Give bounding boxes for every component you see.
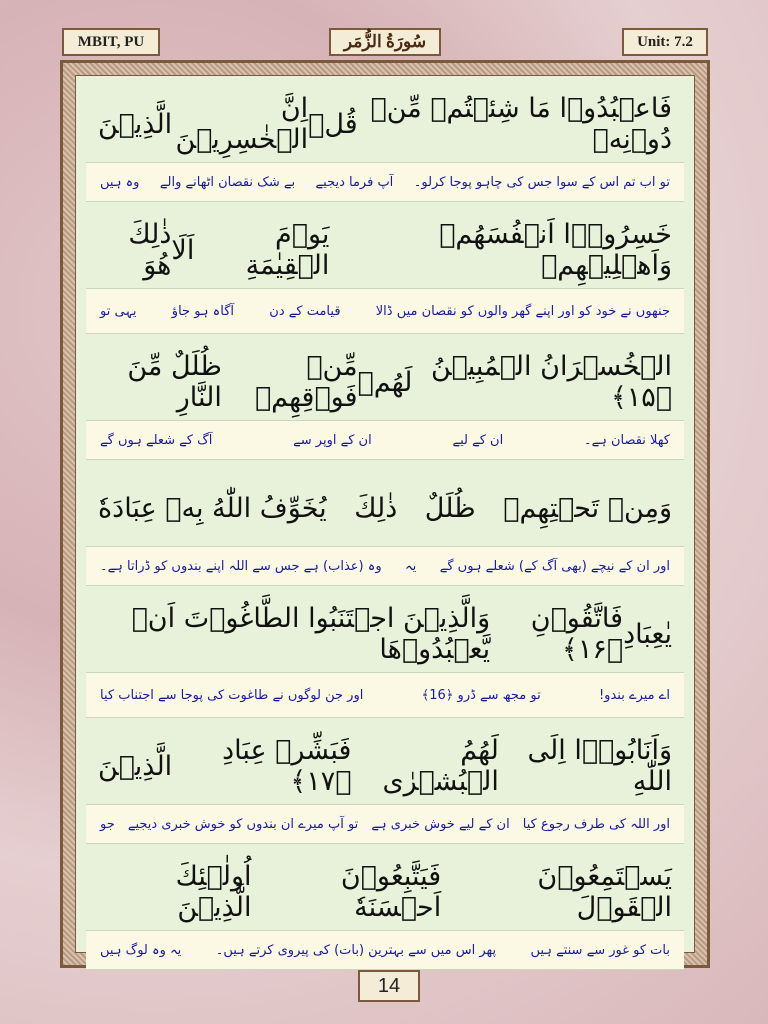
urdu-phrase: اور ان کے نیچے (بھی آگ کے) شعلے ہوں گے (439, 558, 670, 574)
urdu-translation-2 (86, 288, 684, 334)
urdu-phrase: یہ (405, 558, 417, 574)
urdu-phrase: اے میرے بندو! (598, 687, 670, 703)
arabic-phrase: ذٰلِكَ هُوَ (128, 219, 172, 281)
urdu-phrase: تو اب تم اس کے سوا جس کی چاہو پوجا کرلو۔ (413, 174, 670, 190)
arabic-phrase: فَاتَّقُوۡنِ ﴿۱۶﴾ (530, 603, 624, 665)
arabic-phrase: فَاعۡبُدُوۡا مَا شِئۡتُمۡ مِّنۡ دُوۡنِهٖ (370, 93, 672, 155)
urdu-phrase: تو مجھ سے ڈرو ﴿16﴾ (421, 687, 541, 703)
arabic-phrase: يُخَوِّفُ اللّٰهُ بِهٖ عِبَادَهٗ (98, 492, 327, 524)
arabic-line-2 (86, 219, 684, 281)
arabic-line-4 (86, 480, 684, 536)
urdu-phrase: ان کے لیے (452, 432, 504, 448)
arabic-phrase: مِّنۡ فَوۡقِهِمۡ (254, 351, 358, 413)
arabic-line-6 (86, 735, 684, 797)
arabic-phrase: فَبَشِّرۡ عِبَادِ ﴿۱۷﴾ (222, 735, 352, 797)
urdu-translation-3 (86, 420, 684, 460)
urdu-phrase: اور جن لوگوں نے طاغوت کی پوجا سے اجتناب کیا (100, 687, 364, 703)
arabic-phrase: لَهُمۡ (357, 366, 413, 398)
content-area (75, 75, 695, 958)
arabic-phrase: الَّذِيۡنَ (98, 750, 173, 782)
arabic-phrase: قُلۡ (308, 108, 358, 140)
arabic-phrase: وَمِنۡ تَحۡتِهِمۡ (503, 492, 672, 524)
urdu-translation-1 (86, 162, 684, 202)
urdu-phrase: کھلا نقصان ہے۔ (583, 432, 670, 448)
arabic-line-5 (86, 603, 684, 665)
urdu-phrase: جنھوں نے خود کو اور اپنے گھر والوں کو نقصان میں ڈالا (375, 303, 670, 319)
arabic-phrase: يَوۡمَ الۡقِيٰمَةِ (245, 219, 330, 281)
urdu-translation-7 (86, 930, 684, 970)
urdu-phrase: جو (100, 816, 115, 832)
urdu-phrase: ان کے لیے خوش خبری ہے (371, 816, 510, 832)
arabic-phrase: وَالَّذِيۡنَ اجۡتَنَبُوا الطَّاغُوۡتَ اَنۡ يَّعۡبُدُوۡهَا (131, 603, 491, 665)
arabic-phrase: ظُلَلٌ (424, 492, 476, 524)
surah-title: سُورَةُ الزُّمَر (329, 28, 441, 56)
urdu-phrase: ان کے اوپر سے (293, 432, 372, 448)
page-frame (60, 60, 710, 968)
urdu-phrase: بے شک نقصان اٹھانے والے (159, 174, 296, 190)
urdu-translation-4 (86, 546, 684, 586)
urdu-phrase: آگ کے شعلے ہوں گے (100, 432, 213, 448)
arabic-phrase: اَلَا (171, 234, 195, 266)
urdu-phrase: پھر اس میں سے بہترین (بات) کی پیروی کرتے ہیں۔ (215, 942, 497, 958)
urdu-translation-6 (86, 804, 684, 844)
urdu-phrase: آپ فرما دیجیے (315, 174, 394, 190)
urdu-phrase: بات کو غور سے سنتے ہیں (530, 942, 670, 958)
arabic-line-3 (86, 351, 684, 413)
urdu-phrase: آگاہ ہو جاؤ (171, 303, 235, 319)
urdu-translation-5 (86, 672, 684, 718)
arabic-phrase: لَهُمُ الۡبُشۡرٰى (382, 735, 499, 797)
urdu-phrase: تو آپ میرے ان بندوں کو خوش خبری دیجیے (127, 816, 359, 832)
header-unit-label: Unit: 7.2 (622, 28, 708, 56)
page-number: 14 (358, 970, 420, 1002)
arabic-phrase: اُولٰۤئِكَ الَّذِيۡنَ (175, 861, 252, 923)
urdu-phrase: یہ وہ لوگ ہیں (100, 942, 182, 958)
urdu-phrase: یہی تو (100, 303, 137, 319)
arabic-line-1 (86, 93, 684, 155)
arabic-phrase: خَسِرُوۡۤا اَنۡفُسَهُمۡ وَاَهۡلِيۡهِمۡ (439, 219, 672, 281)
arabic-line-7 (86, 861, 684, 923)
arabic-phrase: ظُلَلٌ مِّنَ النَّارِ (127, 351, 222, 413)
arabic-phrase: الۡخُسۡرَانُ الۡمُبِيۡنُ ﴿۱۵﴾ (430, 351, 672, 413)
arabic-phrase: يَسۡتَمِعُوۡنَ الۡقَوۡلَ (537, 861, 672, 923)
arabic-phrase: الَّذِيۡنَ (98, 108, 173, 140)
urdu-phrase: وہ (عذاب) ہے جس سے اللہ اپنے بندوں کو ڈراتا ہے۔ (100, 558, 382, 574)
header-left-label: MBIT, PU (62, 28, 160, 56)
urdu-phrase: اور اللہ کی طرف رجوع کیا (522, 816, 670, 832)
urdu-phrase: وہ ہیں (100, 174, 140, 190)
arabic-phrase: فَيَتَّبِعُوۡنَ اَحۡسَنَهٗ (340, 861, 442, 923)
arabic-phrase: وَاَنَابُوۡۤا اِلَى اللّٰهِ (527, 735, 672, 797)
arabic-phrase: ذٰلِكَ (354, 492, 398, 524)
urdu-phrase: قیامت کے دن (269, 303, 341, 319)
arabic-phrase: اِنَّ الۡخٰسِرِيۡنَ (175, 93, 309, 155)
arabic-phrase: يٰعِبَادِ (623, 618, 672, 650)
